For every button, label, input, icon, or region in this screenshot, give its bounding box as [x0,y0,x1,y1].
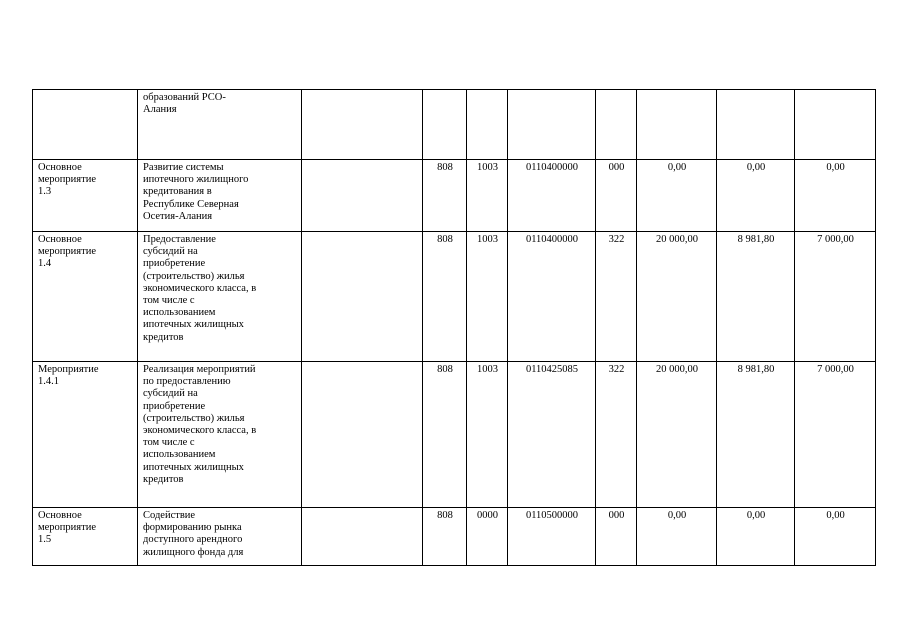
cell-year3: 0,00 [795,160,876,232]
cell-grbs: 808 [423,362,467,508]
cell-rzpr: 1003 [467,362,508,508]
cell-year1: 0,00 [637,508,717,566]
cell-description: Предоставление субсидий на приобретение (строительство) жилья экономического класса, в том числе с использованием ипотечных жилищных кредитов [138,232,302,362]
cell-executor [302,508,423,566]
cell-year2: 8 981,80 [717,232,795,362]
cell-year3 [795,90,876,160]
table-row [33,508,876,566]
cell-name: Основное мероприятие 1.4 [33,232,138,362]
cell-year2: 0,00 [717,508,795,566]
cell-rzpr [467,90,508,160]
table-row [33,160,876,232]
cell-vr [596,90,637,160]
cell-csr: 0110425085 [508,362,596,508]
cell-executor [302,90,423,160]
cell-rzpr: 0000 [467,508,508,566]
cell-year1: 0,00 [637,160,717,232]
cell-vr: 000 [596,508,637,566]
cell-grbs: 808 [423,508,467,566]
cell-description: Содействие формированию рынка доступного арендного жилищного фонда для [138,508,302,566]
cell-vr: 000 [596,160,637,232]
cell-csr: 0110400000 [508,232,596,362]
table-row [33,362,876,508]
cell-executor [302,362,423,508]
cell-grbs: 808 [423,160,467,232]
cell-csr [508,90,596,160]
cell-year3: 7 000,00 [795,232,876,362]
cell-description: Развитие системы ипотечного жилищного кредитования в Республике Северная Осетия-Алания [138,160,302,232]
cell-year2: 0,00 [717,160,795,232]
cell-year3: 0,00 [795,508,876,566]
cell-rzpr: 1003 [467,160,508,232]
cell-year2: 8 981,80 [717,362,795,508]
cell-executor [302,232,423,362]
cell-name: Основное мероприятие 1.5 [33,508,138,566]
cell-description: Реализация мероприятий по предоставлению субсидий на приобретение (строительство) жилья экономического класса, в том числе с использованием ипотечных жилищных кредитов [138,362,302,508]
cell-vr: 322 [596,232,637,362]
budget-table [32,89,876,566]
cell-grbs: 808 [423,232,467,362]
cell-executor [302,160,423,232]
cell-rzpr: 1003 [467,232,508,362]
cell-year3: 7 000,00 [795,362,876,508]
cell-name: Основное мероприятие 1.3 [33,160,138,232]
cell-year2 [717,90,795,160]
cell-year1: 20 000,00 [637,362,717,508]
table-row [33,232,876,362]
cell-csr: 0110500000 [508,508,596,566]
cell-vr: 322 [596,362,637,508]
cell-name [33,90,138,160]
cell-year1: 20 000,00 [637,232,717,362]
cell-description: образований РСО- Алания [138,90,302,160]
cell-grbs [423,90,467,160]
cell-name: Мероприятие 1.4.1 [33,362,138,508]
cell-year1 [637,90,717,160]
cell-csr: 0110400000 [508,160,596,232]
table-row [33,90,876,160]
